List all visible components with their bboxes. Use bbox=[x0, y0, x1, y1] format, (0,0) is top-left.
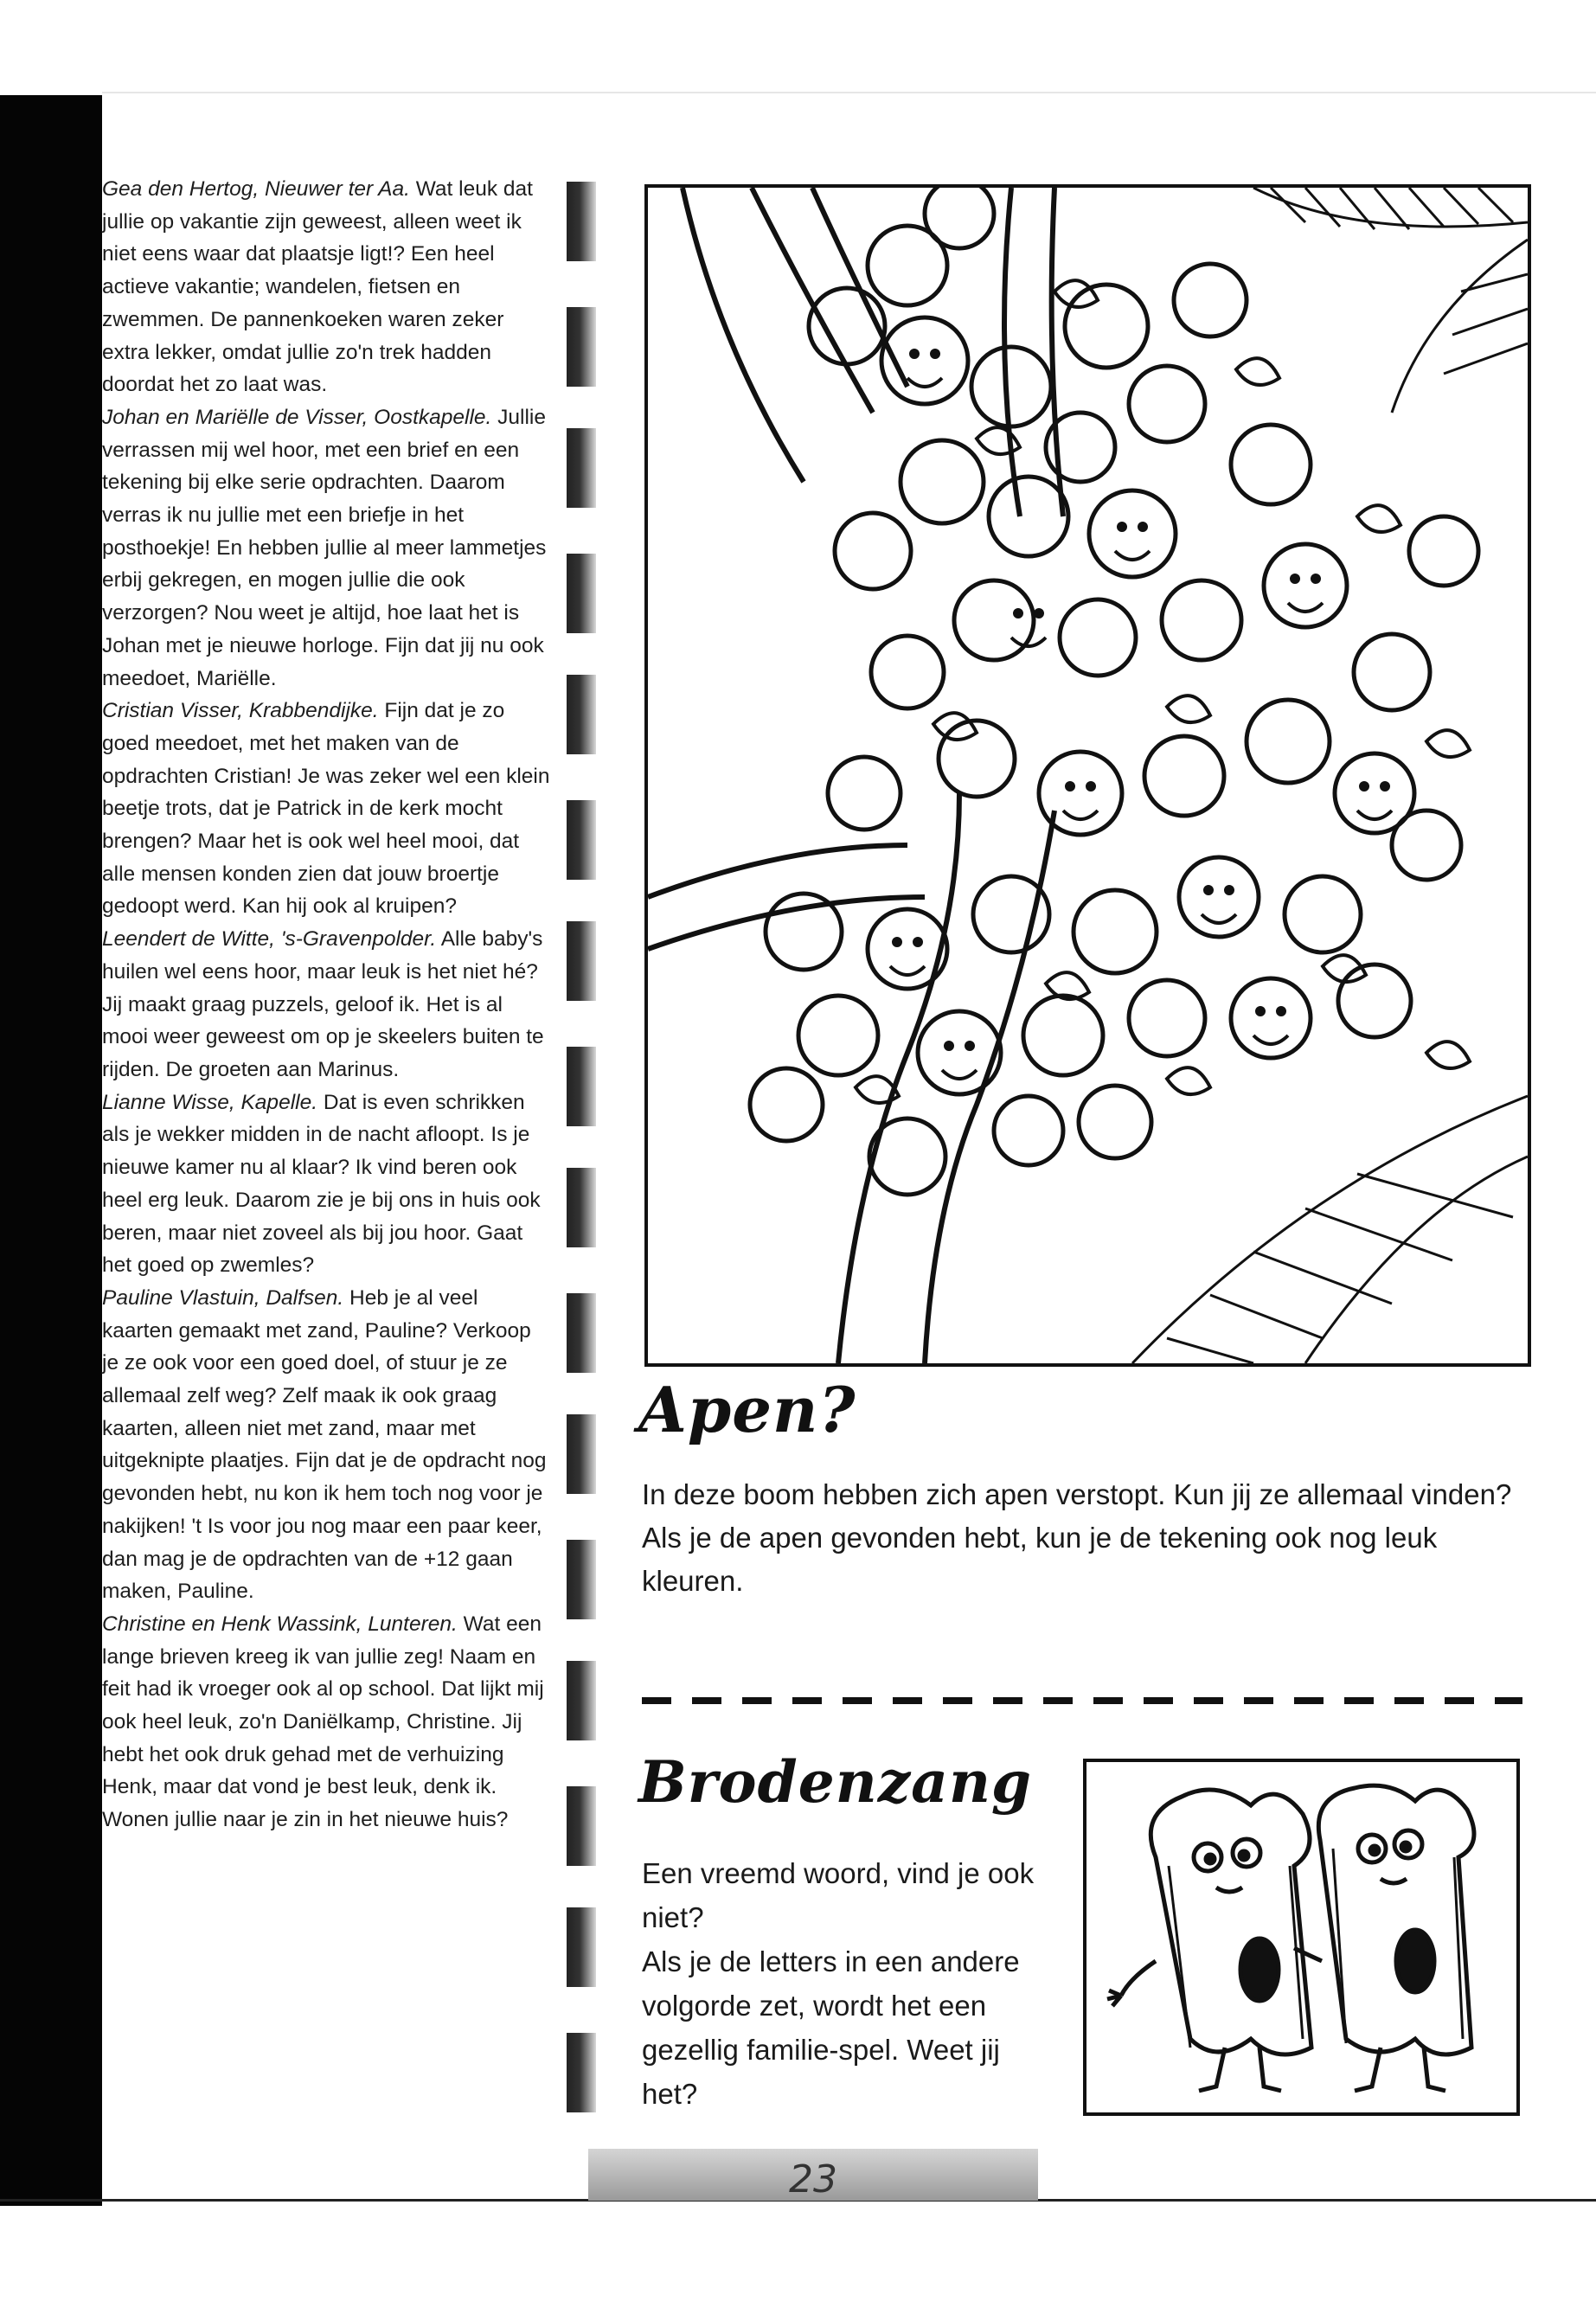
page-number-bar bbox=[588, 2149, 1038, 2201]
bread-slices-icon bbox=[1086, 1762, 1516, 2112]
letter-entry bbox=[102, 695, 552, 923]
binder-tab bbox=[567, 1414, 596, 1494]
apen-paragraph: Als je de apen gevonden hebt, kun je de tekening ook nog leuk kleuren. bbox=[642, 1522, 1438, 1597]
letter-recipient: Gea den Hertog, Nieuwer ter Aa. bbox=[102, 177, 410, 201]
letter-text: Heb je al veel kaarten gemaakt met zand, Pauline? Verkoop je ze ook voor een goed doel, of stuur je ze allemaal zelf weg? Zelf maak ik ook graag kaarten, alleen niet met zand, maar met uitgeknipte plaatjes. Fijn dat je de opdracht nog gevonden hebt, nu kon ik hem toch nog voor je nakijken! 't Is voor jou nog maar een paar keer, dan mag je de opdrachten van de +12 gaan maken, Pauline. bbox=[102, 1285, 547, 1604]
brodenzang-heading: Brodenzang bbox=[638, 1748, 1033, 1816]
hidden-monkeys-tree-illustration bbox=[644, 184, 1531, 1367]
binder-tab bbox=[567, 1047, 596, 1126]
letter-recipient: Leendert de Witte, 's-Gravenpolder. bbox=[102, 927, 437, 952]
letter-text: Wat een lange brieven kreeg ik van jullie zeg! Naam en feit had ik vroeger ook al op school. Dat lijkt mij ook heel leuk, zo'n Daniëlkamp, Christine. Jij hebt het ook druk gehad met de verhuizing Henk, maar dat vond je best leuk, denk ik. Wonen jullie naar je zin in het nieuwe huis? bbox=[102, 1612, 544, 1832]
binder-tab bbox=[567, 800, 596, 880]
letter-recipient: Lianne Wisse, Kapelle. bbox=[102, 1090, 318, 1114]
fruit-clusters bbox=[750, 188, 1478, 1195]
binder-tab bbox=[567, 675, 596, 754]
binding-spine bbox=[0, 95, 102, 2206]
palm-frond-icon bbox=[1253, 188, 1528, 413]
binder-tab bbox=[567, 428, 596, 508]
binder-tab bbox=[567, 1168, 596, 1247]
letter-text: Wat leuk dat jullie op vakantie zijn geweest, alleen weet ik niet eens waar dat plaatsje ligt!? Een heel actieve vakantie; wandelen, fietsen en zwemmen. De pannenkoeken waren zeker extra lekker, omdat jullie zo'n trek hadden doordat het zo laat was. bbox=[102, 177, 533, 397]
letter-entry bbox=[102, 923, 552, 1086]
monkey-face-icons bbox=[890, 350, 1392, 1079]
letter-entry bbox=[102, 173, 552, 401]
dashed-divider bbox=[642, 1697, 1522, 1704]
binder-tab bbox=[567, 182, 596, 261]
binder-tab bbox=[567, 1540, 596, 1619]
letters-column bbox=[102, 173, 552, 1836]
binder-tab bbox=[567, 1661, 596, 1740]
binder-tab bbox=[567, 1786, 596, 1866]
brodenzang-body bbox=[642, 1851, 1048, 2116]
binder-tab bbox=[567, 1293, 596, 1373]
tree-drawing bbox=[648, 188, 1528, 1363]
apen-paragraph: In deze boom hebben zich apen verstopt. Kun jij ze allemaal vinden? bbox=[642, 1478, 1512, 1510]
letter-entry bbox=[102, 401, 552, 695]
letter-recipient: Johan en Mariëlle de Visser, Oostkapelle. bbox=[102, 405, 492, 429]
binder-tab bbox=[567, 2033, 596, 2112]
letter-text: Fijn dat je zo goed meedoet, met het maken van de opdrachten Cristian! Je was zeker wel een klein beetje trots, dat je Patrick in de kerk mocht brengen? Maar het is ook wel heel mooi, dat alle mensen konden zien dat jouw broertje gedoopt werd. Kan hij ook al kruipen? bbox=[102, 699, 550, 919]
palm-frond-icon bbox=[1132, 1096, 1528, 1363]
letter-entry bbox=[102, 1608, 552, 1836]
apen-heading: Apen? bbox=[638, 1373, 856, 1446]
page-edge-top bbox=[102, 92, 1596, 93]
letter-entry bbox=[102, 1086, 552, 1282]
letter-text: Alle baby's huilen wel eens hoor, maar leuk is het niet hé? Jij maakt graag puzzels, geloof ik. Het is al mooi weer geweest om op je skeelers buiten te rijden. De groeten aan Marinus. bbox=[102, 927, 544, 1081]
letter-recipient: Pauline Vlastuin, Dalfsen. bbox=[102, 1285, 344, 1310]
binder-tab bbox=[567, 921, 596, 1001]
bread-characters-illustration bbox=[1083, 1759, 1520, 2116]
apen-body bbox=[642, 1473, 1542, 1603]
brodenzang-paragraph: Als je de letters in een andere volgorde zet, wordt het een gezellig familie-spel. Weet jij het? bbox=[642, 1945, 1020, 2110]
letter-recipient: Cristian Visser, Krabbendijke. bbox=[102, 699, 379, 723]
letter-text: Jullie verrassen mij wel hoor, met een brief en een tekening bij elke serie opdrachten. Daarom verras ik nu jullie met een briefje in het posthoekje! En hebben jullie al meer lammetjes erbij gekregen, en mogen jullie die ook verzorgen? Nou weet je altijd, hoe laat het is Johan met je nieuwe horloge. Fijn dat jij nu ook meedoet, Mariëlle. bbox=[102, 405, 547, 690]
binder-tab bbox=[567, 1907, 596, 1987]
letter-recipient: Christine en Henk Wassink, Lunteren. bbox=[102, 1612, 458, 1636]
brodenzang-paragraph: Een vreemd woord, vind je ook niet? bbox=[642, 1857, 1035, 1933]
letter-text: Dat is even schrikken als je wekker midden in de nacht afloopt. Is je nieuwe kamer nu al klaar? Ik vind beren ook heel erg leuk. Daarom zie je bij ons in huis ook beren, maar niet zoveel als bij jou hoor. Gaat het goed op zwemles? bbox=[102, 1090, 541, 1278]
letter-entry bbox=[102, 1282, 552, 1608]
binder-tab bbox=[567, 554, 596, 633]
page-number: 23 bbox=[789, 2157, 837, 2202]
binder-tab bbox=[567, 307, 596, 387]
